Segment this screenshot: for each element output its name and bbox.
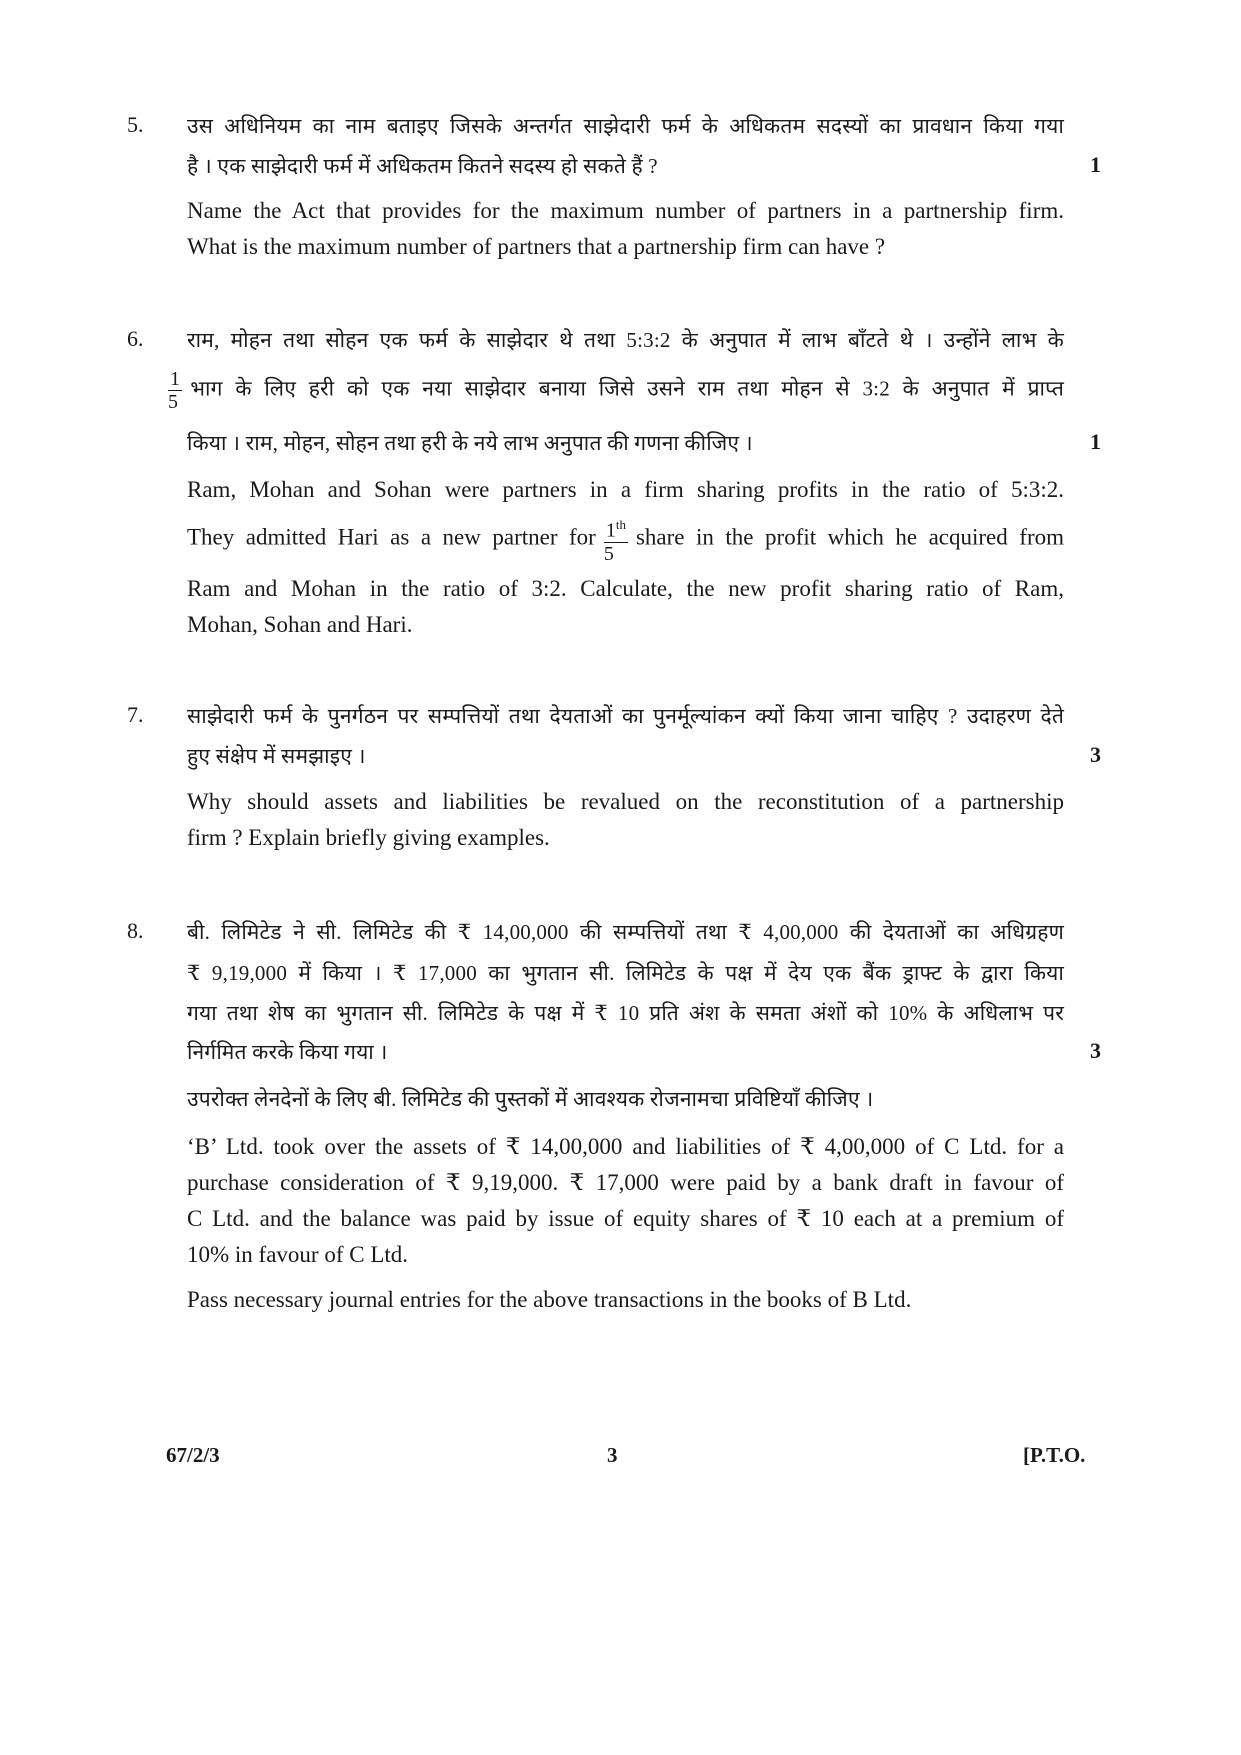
- question-number: 5.: [127, 112, 144, 137]
- english-text-line: firm ? Explain briefly giving examples.: [187, 825, 550, 850]
- page-number: 3: [607, 1443, 618, 1467]
- hindi-text-line: ₹ 9,19,000 में किया । ₹ 17,000 का भुगतान सी. लिमिटेड के पक्ष में देय एक बैंक ड्राफ्ट के द्वारा किया: [187, 961, 1064, 985]
- english-text-line: Mohan, Sohan and Hari.: [187, 612, 413, 637]
- fraction-numerator: 1: [170, 368, 181, 390]
- paper-code: 67/2/3: [166, 1443, 220, 1467]
- hindi-text-line: है । एक साझेदारी फर्म में अधिकतम कितने सदस्य हो सकते हैं ?: [187, 154, 658, 178]
- fraction: [168, 368, 182, 413]
- hindi-text-line: बी. लिमिटेड ने सी. लिमिटेड की ₹ 14,00,000 की सम्पत्तियों तथा ₹ 4,00,000 की देयताओं का अधिग्रहण: [187, 920, 1064, 944]
- english-text: They admitted Hari as a new partner for: [187, 524, 596, 550]
- pto-label: [P.T.O.: [1023, 1443, 1086, 1467]
- english-instruction: Pass necessary journal entries for the above transactions in the books of B Ltd.: [187, 1287, 912, 1312]
- marks: 1: [1090, 152, 1101, 177]
- marks: 3: [1090, 1038, 1101, 1063]
- english-text-line: Name the Act that provides for the maximum number of partners in a partnership firm.: [187, 198, 1064, 223]
- hindi-instruction: उपरोक्त लेनदेनों के लिए बी. लिमिटेड की पुस्तकों में आवश्यक रोजनामचा प्रविष्टियाँ कीजिए ।: [187, 1087, 874, 1111]
- fraction-suffix: th: [615, 517, 626, 532]
- question-number: 8.: [127, 918, 144, 943]
- english-text-line: Ram and Mohan in the ratio of 3:2. Calculate, the new profit sharing ratio of Ram,: [187, 576, 1064, 601]
- fraction-denominator: 5: [168, 391, 179, 413]
- english-text-line: C Ltd. and the balance was paid by issue of equity shares of ₹ 10 each at a premium of: [187, 1206, 1064, 1231]
- hindi-text: भाग के लिए हरी को एक नया साझेदार बनाया जिसे उसने राम तथा मोहन से 3:2 के अनुपात में प्राप्त: [190, 376, 1064, 401]
- hindi-text-line: उस अधिनियम का नाम बताइए जिसके अन्तर्गत साझेदारी फर्म के अधिकतम सदस्यों का प्रावधान किया गया: [187, 114, 1064, 138]
- hindi-text-line-with-fraction: [160, 368, 1064, 413]
- fraction: [604, 514, 628, 565]
- english-text-line-with-fraction: [187, 514, 1064, 565]
- english-text-line: Why should assets and liabilities be revalued on the reconstitution of a partnership: [187, 789, 1064, 814]
- english-text-line: purchase consideration of ₹ 9,19,000. ₹ 17,000 were paid by a bank draft in favour of: [187, 1170, 1064, 1195]
- fraction-numerator: [604, 514, 628, 543]
- english-text-line: ‘B’ Ltd. took over the assets of ₹ 14,00,000 and liabilities of ₹ 4,00,000 of C Ltd. for a: [187, 1134, 1064, 1159]
- marks: 3: [1090, 742, 1101, 767]
- question-number: 6.: [127, 326, 144, 351]
- english-text-line: 10% in favour of C Ltd.: [187, 1242, 409, 1267]
- fraction-numerator-value: 1: [605, 519, 616, 542]
- english-text: share in the profit which he acquired from: [635, 524, 1064, 550]
- marks: 1: [1090, 429, 1101, 454]
- hindi-text-line: राम, मोहन तथा सोहन एक फर्म के साझेदार थे तथा 5:3:2 के अनुपात में लाभ बाँटते थे । उन्होंने लाभ के: [187, 328, 1064, 352]
- english-text-line: Ram, Mohan and Sohan were partners in a firm sharing profits in the ratio of 5:3:2.: [187, 477, 1064, 502]
- hindi-text-line: निर्गमित करके किया गया ।: [187, 1040, 388, 1064]
- hindi-text-line: साझेदारी फर्म के पुनर्गठन पर सम्पत्तियों तथा देयताओं का पुनर्मूल्यांकन क्यों किया जाना चाहिए ? उदाहरण देते: [187, 704, 1064, 728]
- english-text-line: What is the maximum number of partners that a partnership firm can have ?: [187, 234, 886, 259]
- hindi-text-line: गया तथा शेष का भुगतान सी. लिमिटेड के पक्ष में ₹ 10 प्रति अंश के समता अंशों को 10% के अधिलाभ पर: [187, 1001, 1064, 1025]
- hindi-text-line: हुए संक्षेप में समझाइए ।: [187, 744, 366, 768]
- hindi-text-line: किया । राम, मोहन, सोहन तथा हरी के नये लाभ अनुपात की गणना कीजिए ।: [187, 431, 753, 455]
- fraction-denominator: 5: [603, 542, 614, 565]
- question-number: 7.: [127, 702, 144, 727]
